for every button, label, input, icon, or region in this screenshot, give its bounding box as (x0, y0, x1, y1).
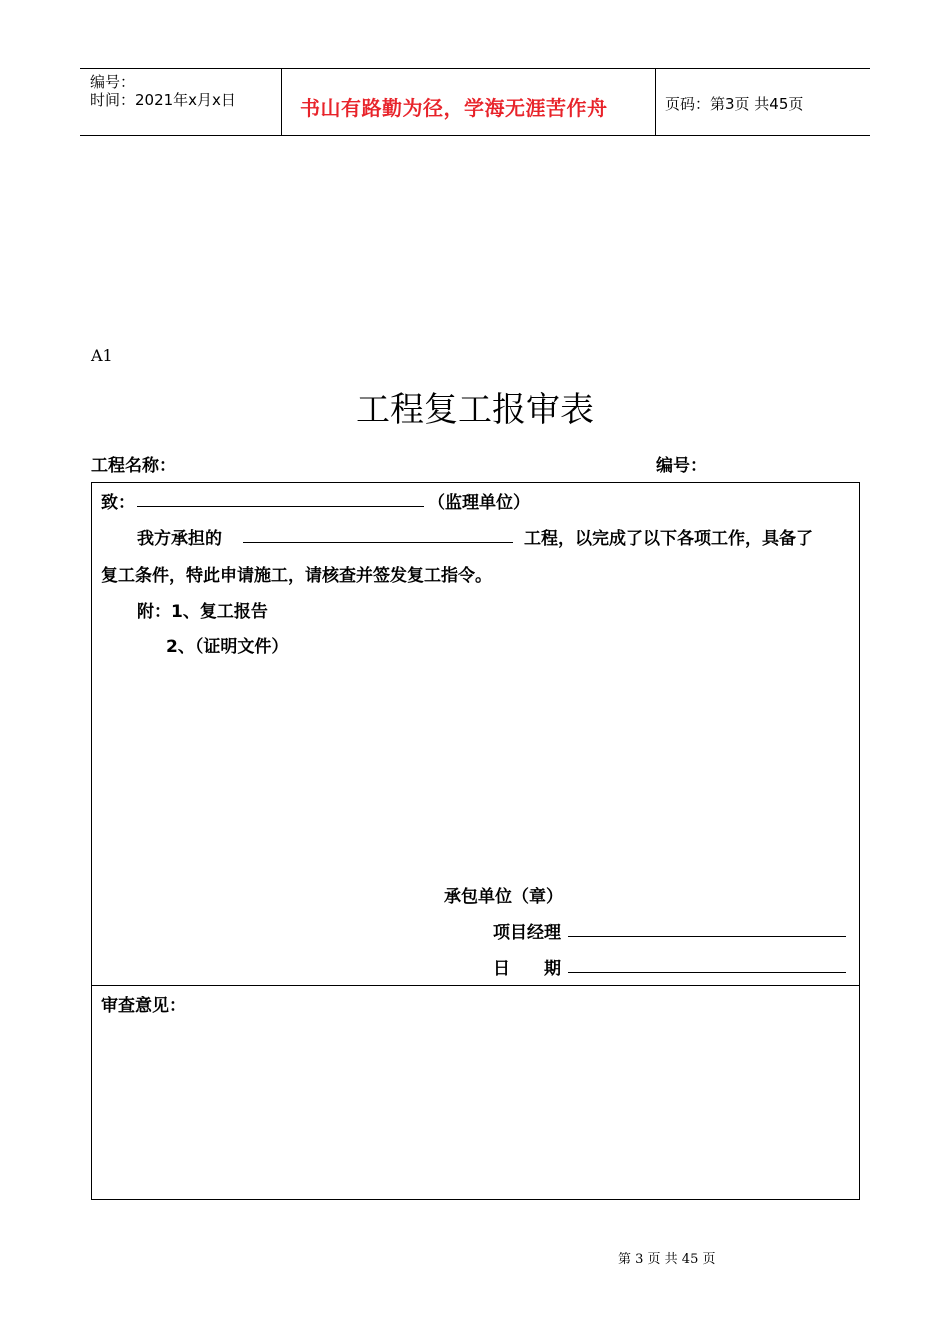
project-manager-line[interactable] (568, 936, 846, 937)
document-code: A1 (91, 346, 113, 365)
page-title: 工程复工报审表 (356, 390, 594, 430)
header-divider-left (281, 68, 282, 136)
attachment-1: 附：1、复工报告 (137, 602, 268, 622)
form-section-divider (91, 985, 860, 986)
body-prefix: 我方承担的 (137, 529, 222, 549)
date-label: 日 期 (493, 959, 561, 979)
project-manager-label: 项目经理 (493, 923, 561, 943)
header-top-border (80, 68, 870, 69)
review-opinion-area[interactable] (92, 1015, 859, 1199)
contractor-seal-label: 承包单位（章） (444, 887, 563, 907)
header-time-label: 时间：2021年x月x日 (90, 91, 236, 109)
to-label: 致： (101, 493, 135, 513)
date-line[interactable] (568, 972, 846, 973)
footer-page-number: 第 3 页 共 45 页 (618, 1252, 716, 1267)
header-bottom-border (80, 135, 870, 136)
supervisor-unit-label: （监理单位） (428, 493, 530, 513)
document-number-label: 编号： (656, 456, 707, 476)
attachment-2: 2、（证明文件） (166, 637, 289, 657)
header-page-info: 页码：第3页 共45页 (665, 95, 804, 113)
body-line-2: 复工条件，特此申请施工，请核查并签发复工指令。 (101, 566, 492, 586)
supervisor-blank-line[interactable] (137, 506, 424, 507)
review-opinion-label: 审查意见： (101, 996, 186, 1016)
project-name-label: 工程名称： (91, 456, 176, 476)
project-blank-line[interactable] (243, 542, 513, 543)
body-suffix: 工程，以完成了以下各项工作，具备了 (524, 529, 813, 549)
header-number-label: 编号： (90, 73, 136, 91)
header-divider-right (655, 68, 656, 136)
header-motto: 书山有路勤为径，学海无涯苦作舟 (300, 96, 608, 120)
